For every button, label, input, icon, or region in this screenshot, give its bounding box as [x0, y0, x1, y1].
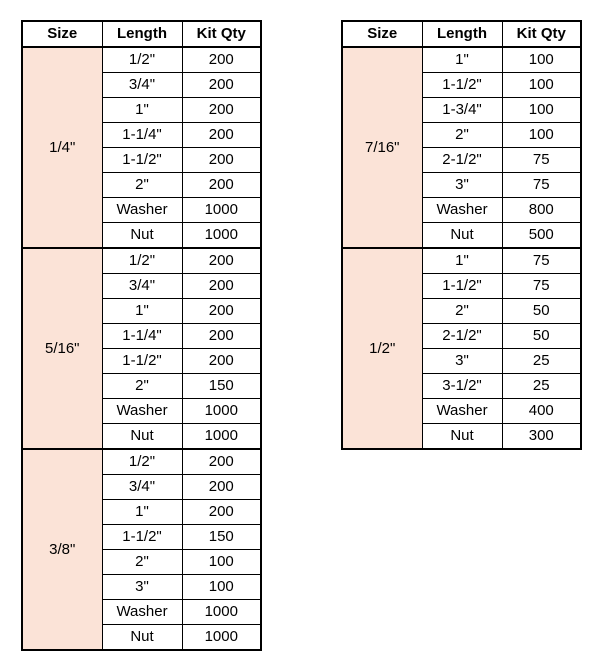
- kit-qty-cell: 1000: [182, 198, 261, 223]
- kit-qty-cell: 200: [182, 248, 261, 274]
- length-cell: 2-1/2": [422, 324, 502, 349]
- length-cell: 3/4": [102, 475, 182, 500]
- length-cell: 2": [102, 374, 182, 399]
- length-cell: 1-1/2": [102, 349, 182, 374]
- kit-qty-cell: 100: [182, 550, 261, 575]
- kit-qty-cell: 75: [502, 248, 581, 274]
- kit-table-left-body: [22, 21, 261, 650]
- length-cell: Nut: [102, 424, 182, 450]
- kit-qty-cell: 200: [182, 274, 261, 299]
- length-cell: 1/2": [102, 449, 182, 475]
- length-cell: Nut: [102, 223, 182, 249]
- length-cell: 1": [422, 47, 502, 73]
- length-cell: Washer: [102, 399, 182, 424]
- size-cell: 1/4": [22, 47, 102, 248]
- kit-qty-cell: 25: [502, 374, 581, 399]
- length-cell: Washer: [102, 600, 182, 625]
- kit-qty-cell: 800: [502, 198, 581, 223]
- length-cell: 3": [102, 575, 182, 600]
- size-header: Size: [342, 21, 422, 47]
- table-row: [22, 248, 261, 274]
- kit-qty-cell: 200: [182, 173, 261, 198]
- kit-table-left: [21, 20, 262, 651]
- table-row: [342, 47, 581, 73]
- kit-qty-cell: 200: [182, 475, 261, 500]
- size-cell: 7/16": [342, 47, 422, 248]
- header-row: [342, 21, 581, 47]
- length-header: Length: [422, 21, 502, 47]
- length-cell: 2": [102, 173, 182, 198]
- kit-qty-cell: 25: [502, 349, 581, 374]
- kit-qty-cell: 200: [182, 500, 261, 525]
- length-cell: 1": [422, 248, 502, 274]
- length-cell: 2": [422, 123, 502, 148]
- length-header: Length: [102, 21, 182, 47]
- length-cell: 1-1/4": [102, 324, 182, 349]
- kit-qty-cell: 50: [502, 324, 581, 349]
- table-row: [22, 47, 261, 73]
- length-cell: Washer: [422, 399, 502, 424]
- length-cell: 1-1/2": [102, 525, 182, 550]
- kit-qty-cell: 1000: [182, 223, 261, 249]
- table-row: [22, 449, 261, 475]
- length-cell: Nut: [422, 223, 502, 249]
- kit-qty-cell: 75: [502, 173, 581, 198]
- length-cell: 1-1/2": [422, 274, 502, 299]
- kit-qty-cell: 500: [502, 223, 581, 249]
- kit-qty-cell: 100: [502, 47, 581, 73]
- kit-table-right-body: [342, 21, 581, 449]
- kit-table-right: [341, 20, 582, 450]
- kit-qty-cell: 200: [182, 73, 261, 98]
- size-cell: 5/16": [22, 248, 102, 449]
- kit-qty-cell: 200: [182, 47, 261, 73]
- length-cell: 3-1/2": [422, 374, 502, 399]
- length-cell: 3/4": [102, 274, 182, 299]
- kit-qty-cell: 1000: [182, 399, 261, 424]
- kit-qty-cell: 150: [182, 525, 261, 550]
- length-cell: 2": [102, 550, 182, 575]
- length-cell: 1-3/4": [422, 98, 502, 123]
- kit-qty-cell: 75: [502, 148, 581, 173]
- length-cell: Nut: [422, 424, 502, 450]
- length-cell: 2": [422, 299, 502, 324]
- length-cell: 1-1/2": [422, 73, 502, 98]
- kit-qty-cell: 150: [182, 374, 261, 399]
- kit-qty-cell: 200: [182, 449, 261, 475]
- kit-qty-cell: 200: [182, 349, 261, 374]
- length-cell: 3": [422, 349, 502, 374]
- kit-qty-cell: 100: [502, 98, 581, 123]
- length-cell: Nut: [102, 625, 182, 651]
- kit-qty-cell: 200: [182, 299, 261, 324]
- kit-qty-cell: 400: [502, 399, 581, 424]
- length-cell: Washer: [422, 198, 502, 223]
- kit-qty-cell: 100: [182, 575, 261, 600]
- length-cell: 1": [102, 299, 182, 324]
- header-row: [22, 21, 261, 47]
- kit-qty-cell: 1000: [182, 600, 261, 625]
- length-cell: Washer: [102, 198, 182, 223]
- length-cell: 3": [422, 173, 502, 198]
- kit-qty-cell: 200: [182, 98, 261, 123]
- kit-qty-cell: 200: [182, 148, 261, 173]
- length-cell: 3/4": [102, 73, 182, 98]
- kit-qty-header: Kit Qty: [182, 21, 261, 47]
- size-cell: 1/2": [342, 248, 422, 449]
- size-header: Size: [22, 21, 102, 47]
- length-cell: 1-1/4": [102, 123, 182, 148]
- size-cell: 3/8": [22, 449, 102, 650]
- length-cell: 1-1/2": [102, 148, 182, 173]
- kit-qty-cell: 50: [502, 299, 581, 324]
- length-cell: 1": [102, 98, 182, 123]
- kit-qty-cell: 100: [502, 123, 581, 148]
- kit-qty-cell: 100: [502, 73, 581, 98]
- length-cell: 1/2": [102, 47, 182, 73]
- kit-qty-cell: 1000: [182, 625, 261, 651]
- length-cell: 1/2": [102, 248, 182, 274]
- kit-qty-cell: 75: [502, 274, 581, 299]
- kit-qty-cell: 200: [182, 123, 261, 148]
- table-row: [342, 248, 581, 274]
- kit-qty-cell: 1000: [182, 424, 261, 450]
- kit-qty-cell: 200: [182, 324, 261, 349]
- length-cell: 2-1/2": [422, 148, 502, 173]
- kit-qty-header: Kit Qty: [502, 21, 581, 47]
- length-cell: 1": [102, 500, 182, 525]
- kit-qty-cell: 300: [502, 424, 581, 450]
